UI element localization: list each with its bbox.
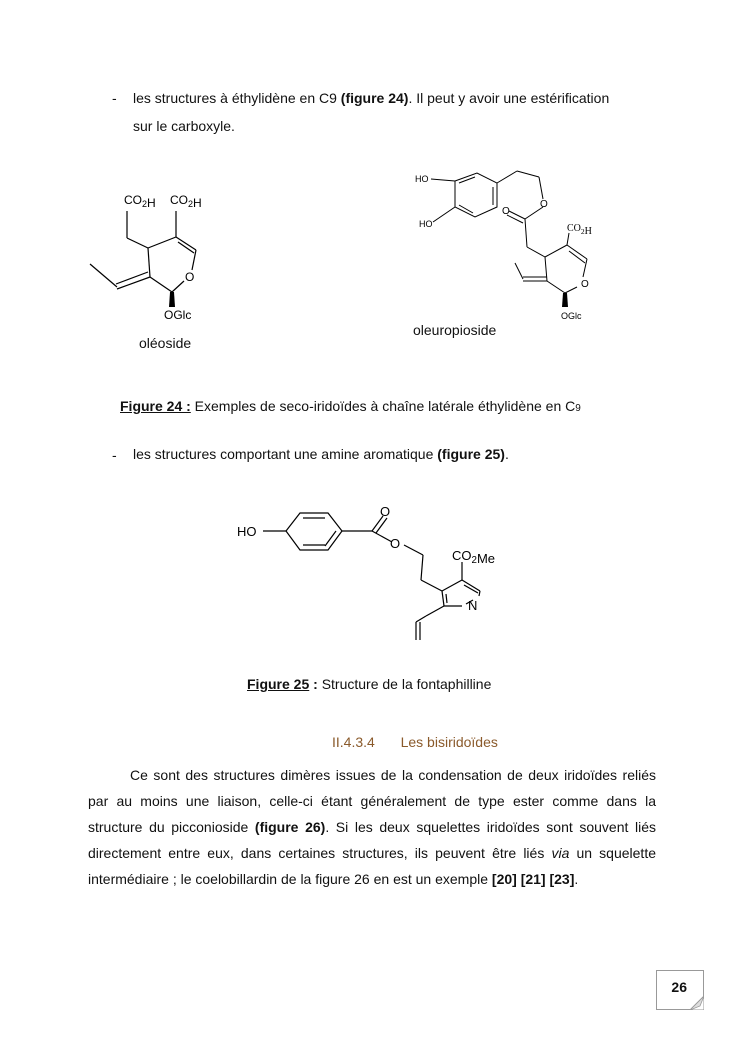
figure-25-caption: Figure 25 : Structure de la fontaphilline [247, 676, 492, 692]
oleuropioside-oglc: OGlc [561, 311, 582, 321]
figure-24-ref: (figure 24) [340, 90, 409, 106]
oleoside-structure [80, 180, 230, 350]
fontaphilline-co2me: $CO_2Me$ [452, 548, 495, 566]
oleoside-oglc: OGlc [164, 308, 192, 322]
fontaphilline-ester-o: O [390, 536, 401, 551]
section-heading [332, 734, 498, 750]
citation-refs: [20] [21] [23] [491, 871, 575, 887]
section-number: II.4.3.4 [332, 734, 375, 750]
section-title: Les bisiridoïdes [400, 734, 498, 750]
bullet-dash: - [112, 447, 117, 463]
oleuropioside-structure [405, 163, 605, 333]
fontaphilline-carbonyl-o: O [380, 504, 391, 519]
oleoside-ring-o: O [185, 270, 195, 284]
page-number-box [656, 970, 704, 1010]
figure-26-ref: (figure 26) [254, 819, 326, 835]
via-italic: via [551, 845, 570, 861]
oleoside-co2h-right: $CO_2H$ [170, 193, 202, 210]
fontaphilline-ho: HO [237, 524, 257, 539]
figure-24-caption: Figure 24 : Exemples de seco-iridoïdes à chaîne latérale éthylidène en C9 [120, 398, 581, 414]
bullet-dash: - [112, 90, 117, 106]
fontaphilline-n: N [468, 598, 478, 613]
oleuropioside-ring-o: O [581, 279, 589, 290]
fontaphilline-structure [230, 500, 520, 645]
bullet-2-line: les structures comportant une amine aromatique (figure 25). [133, 446, 509, 462]
bullet-1-line-2: sur le carboxyle. [133, 118, 235, 134]
body-paragraph: Ce sont des structures dimères issues de la condensation de deux iridoïdes reliés par au moins une liaison, celle-ci étant généralement de type ester comme dans la structure du picconioside (figure 26). Si les deux squelettes iridoïdes sont souvent liés directement entre eux, dans certaines structures, ils peuvent être liés via un squelette intermédiaire ; le coelobillardin de la figure 26 en est un exemple [20] [21] [23]. [88, 767, 656, 887]
figure-25-label: Figure 25 [247, 676, 310, 692]
oleuropioside-co2h: $CO_2H$ [567, 223, 592, 237]
page-curl-icon [690, 996, 704, 1010]
oleuropioside-carbonyl-o: O [502, 206, 510, 217]
oleuropioside-ho-bottom: HO [419, 219, 433, 229]
bullet-1-line-1: les structures à éthylidène en C9 (figure 24). Il peut y avoir une estérification [133, 90, 610, 106]
oleoside-co2h-left: $CO_2H$ [124, 193, 156, 210]
oleuropioside-label: oleuropioside [413, 322, 497, 338]
oleuropioside-ester-o: O [540, 199, 548, 210]
page-number: 26 [671, 979, 687, 995]
figure-24-label: Figure 24 : [120, 398, 191, 414]
figure-25-ref: (figure 25) [437, 446, 505, 462]
oleuropioside-ho-top: HO [415, 174, 429, 184]
oleoside-label: oléoside [139, 335, 192, 351]
